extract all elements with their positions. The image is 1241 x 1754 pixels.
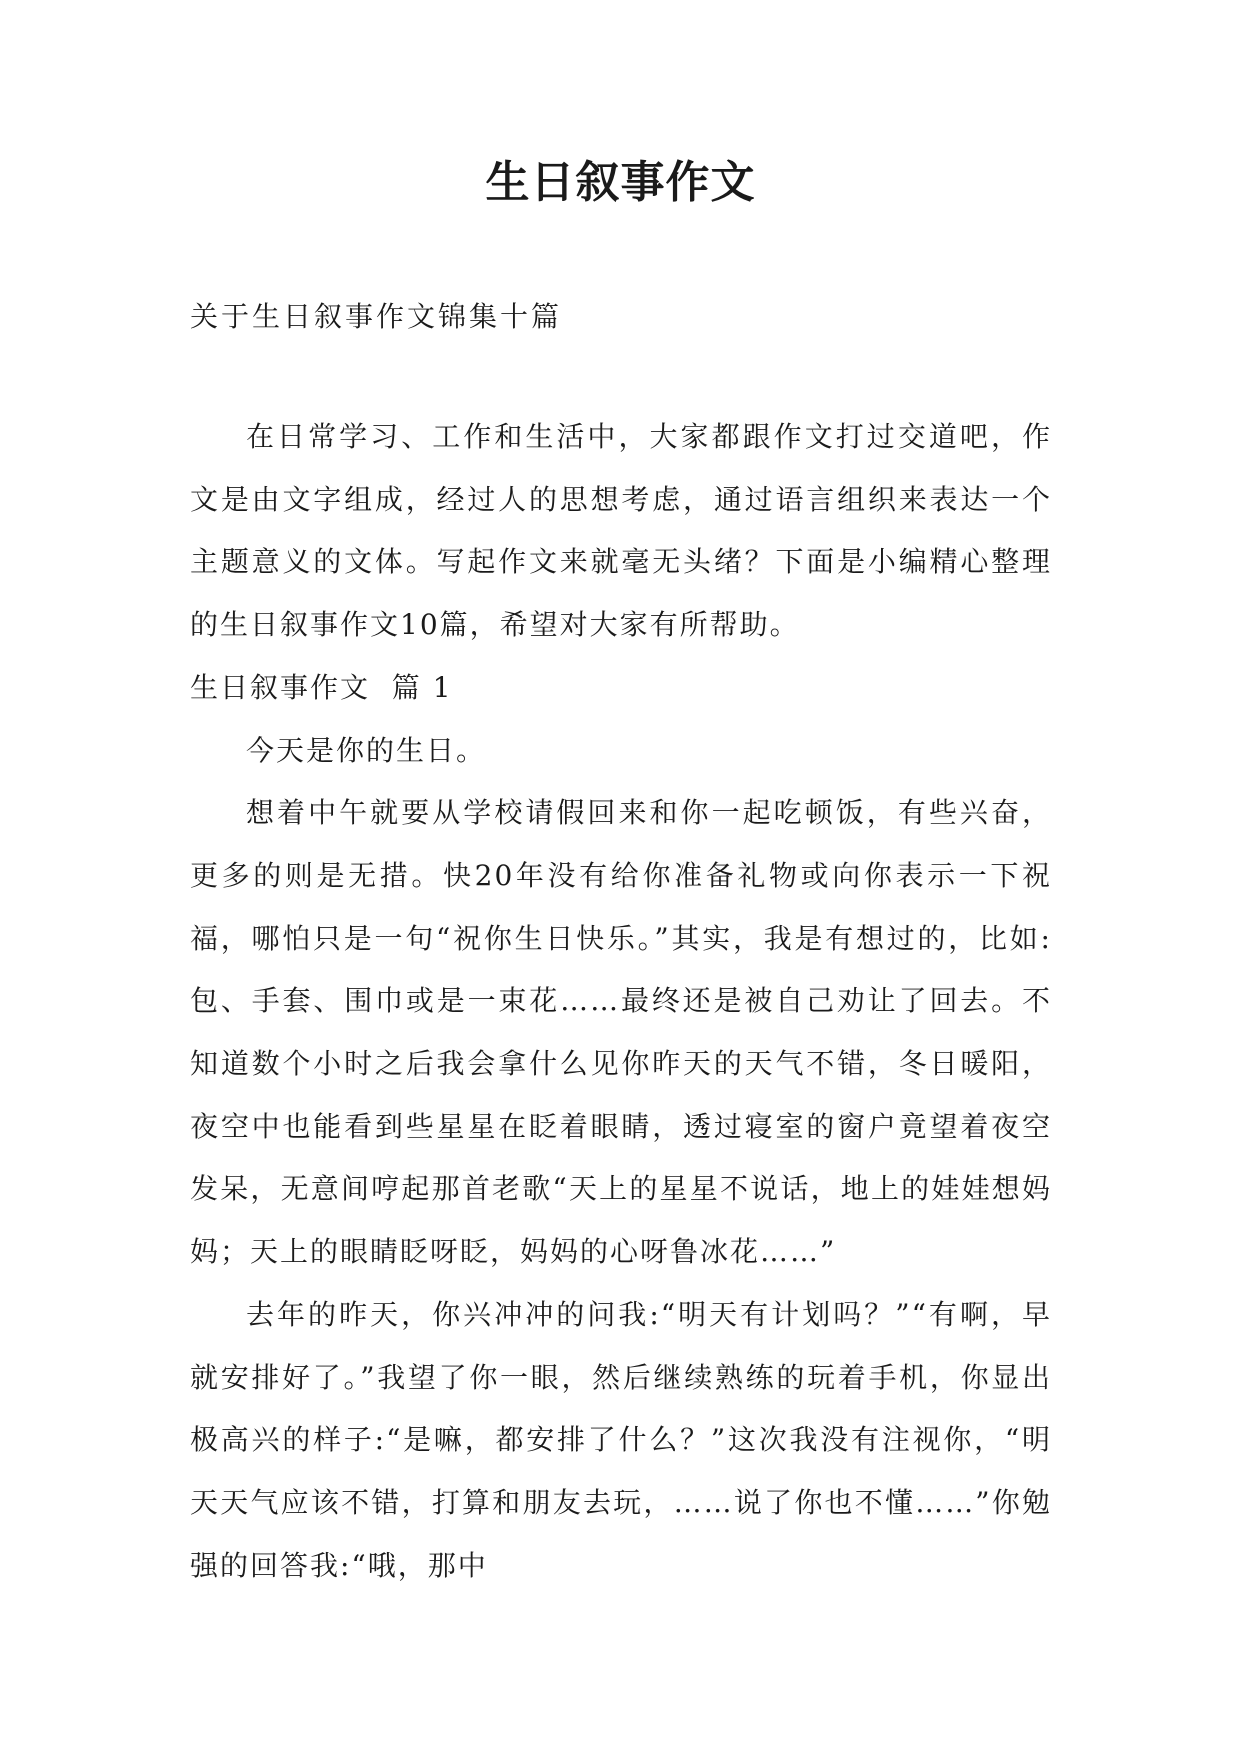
body-paragraph: 今天是你的生日。 [246, 733, 487, 767]
section-heading: 生日叙事作文 篇 1 [190, 670, 453, 704]
document-subtitle: 关于生日叙事作文锦集十篇 [190, 300, 563, 333]
body-paragraph: 去年的昨天，你兴冲冲的问我:“明天有计划吗？”“有啊，早就安排好了。”我望了你一眼，然后继续熟练的玩着手机，你显出极高兴的样子:“是嘛，都安排了什么？”这次我没有注视你，“明天天气应该不错，打算和朋友去玩，……说了你也不懂……”你勉强的回答我:“哦，那中 [190, 1297, 1052, 1582]
document-body [190, 406, 1052, 1597]
intro-paragraph: 在日常学习、工作和生活中，大家都跟作文打过交道吧，作文是由文字组成，经过人的思想考虑，通过语言组织来表达一个主题意义的文体。写起作文来就毫无头绪？下面是小编精心整理的生日叙事作文10篇，希望对大家有所帮助。 [190, 420, 1052, 642]
document-title: 生日叙事作文 [485, 157, 756, 208]
body-paragraph: 想着中午就要从学校请假回来和你一起吃顿饭，有些兴奋，更多的则是无措。快20年没有给你准备礼物或向你表示一下祝福，哪怕只是一句“祝你生日快乐。”其实，我是有想过的，比如:包、手套、围巾或是一束花……最终还是被自己劝让了回去。不知道数个小时之后我会拿什么见你昨天的天气不错，冬日暖阳，夜空中也能看到些星星在眨着眼睛，透过寝室的窗户竟望着夜空发呆，无意间哼起那首老歌“天上的星星不说话，地上的娃娃想妈妈；天上的眼睛眨呀眨，妈妈的心呀鲁冰花……” [190, 796, 1052, 1269]
